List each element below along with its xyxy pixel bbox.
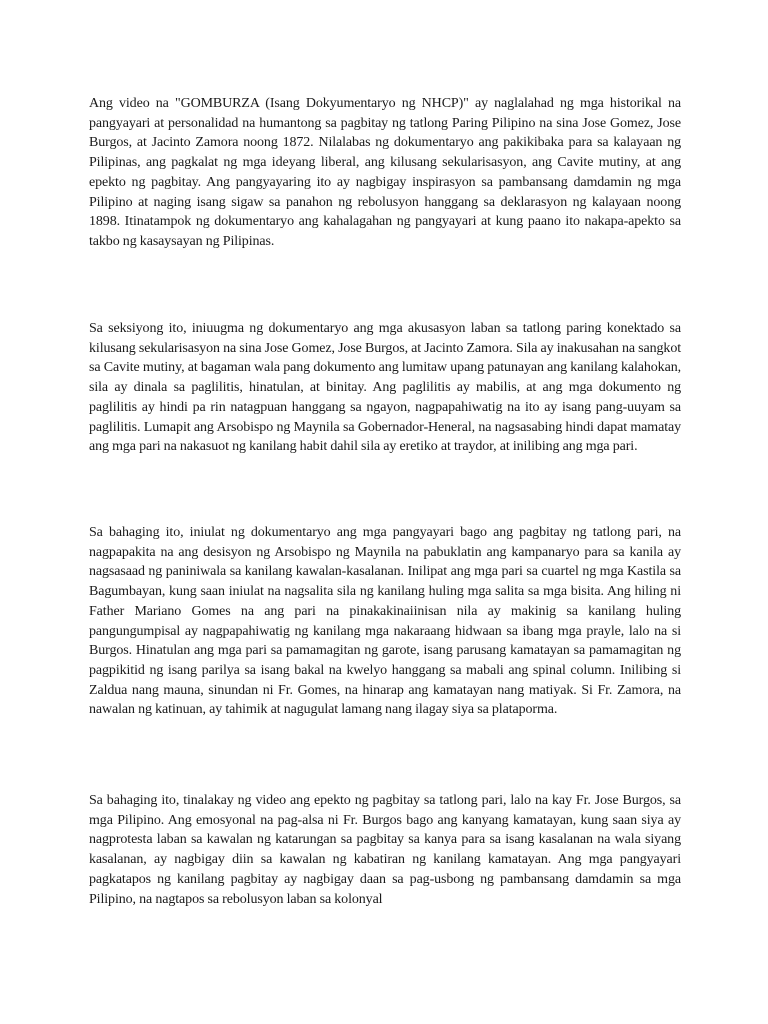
paragraph-2: Sa seksiyong ito, iniuugma ng dokumentaryo ang mga akusasyon laban sa tatlong paring konektado sa kilusang sekularisasyon na sina Jose Gomez, Jose Burgos, at Jacinto Zamora. Sila ay inakusahan na sangkot sa Cavite mutiny, at bagaman wala pang dokumento ang lumitaw upang patunayan ang kanilang kalahokan, sila ay dinala sa paglilitis, hinatulan, at binitay. Ang paglilitis ay mabilis, at ang mga dokumento ng paglilitis ay hindi pa rin natagpuan hanggang sa ngayon, nagpapahiwatig na ito ay isang pang-uuyam sa paglilitis. Lumapit ang Arsobispo ng Maynila sa Gobernador-Heneral, na nagsasabing hindi dapat mamatay ang mga pari na nakasuot ng kanilang habit dahil sila ay eretiko at traydor, at inilibing ang mga pari. [89, 321, 682, 455]
paragraph-1: Ang video na "GOMBURZA (Isang Dokyumentaryo ng NHCP)" ay naglalahad ng mga historikal na pangyayari at personalidad na humantong sa pagbitay ng tatlong Paring Pilipino na sina Jose Gomez, Jose Burgos, at Jacinto Zamora noong 1872. Nilalabas ng dokumentaryo ang pakikibaka para sa kalayaan ng Pilipinas, ang pagkalat ng mga ideyang liberal, ang kilusang sekularisasyon, ang Cavite mutiny, at ang epekto ng pagbitay. Ang pangyayaring ito ay nagbigay inspirasyon sa pambansang damdamin ng mga Pilipino at naging isang sigaw sa panahon ng rebolusyon hanggang sa deklarasyon ng kalayaan noong 1898. Itinatampok ng dokumentaryo ang kahalagahan ng pangyayari at kung paano ito nakapa-apekto sa takbo ng kasaysayan ng Pilipinas. [89, 96, 681, 249]
paragraph-4: Sa bahaging ito, tinalakay ng video ang epekto ng pagbitay sa tatlong pari, lalo na kay Fr. Jose Burgos, sa mga Pilipino. Ang emosyonal na pag-alsa ni Fr. Burgos bago ang kanyang kamatayan, kung saan siya ay nagprotesta laban sa kawalan ng katarungan sa pagbitay sa kanya para sa isang kasalanan na wala siyang kasalanan, ay nagbigay diin sa kawalan ng kabatiran ng kanilang kamatayan. Ang mga pangyayari pagkatapos ng kanilang pagbitay ay nagbigay daan sa pag-usbong ng pambansang damdamin sa mga Pilipino, na nagtapos sa rebolusyon laban sa kolonyal [89, 793, 681, 907]
paragraph-3: Sa bahaging ito, iniulat ng dokumentaryo ang mga pangyayari bago ang pagbitay ng tatlong pari, na nagpapakita na ang desisyon ng Arsobispo ng Maynila na pabuklatin ang kampanaryo para sa kanila ay nagsasaad ng paniniwala sa kanilang kawalan-kasalanan. Inilipat ang mga pari sa cuartel ng mga Kastila sa Bagumbayan, kung saan iniulat na nagsalita sila ng kanilang huling mga salita sa mga bisita. Ang hiling ni Father Mariano Gomes na ang pari na pinakakinaiinisan nila ay makinig sa kanilang huling pangungumpisal ay nagpapahiwatig ng kanilang mga nakaraang hidwaan sa ibang mga prayle, lalo na si Burgos. Hinatulan ang mga pari sa pamamagitan ng garote, isang parusang kamatayan sa pamamagitan ng pagpikitid ng isang parilya sa isang bakal na kwelyo hanggang sa mabali ang spinal column. Inilibing si Zaldua nang mauna, sinundan ni Fr. Gomes, na hinarap ang kamatayan nang matiyak. Si Fr. Zamora, na nawalan ng katinuan, ay tahimik at nagugulat lamang nang ilagay siya sa plataporma. [89, 525, 681, 718]
